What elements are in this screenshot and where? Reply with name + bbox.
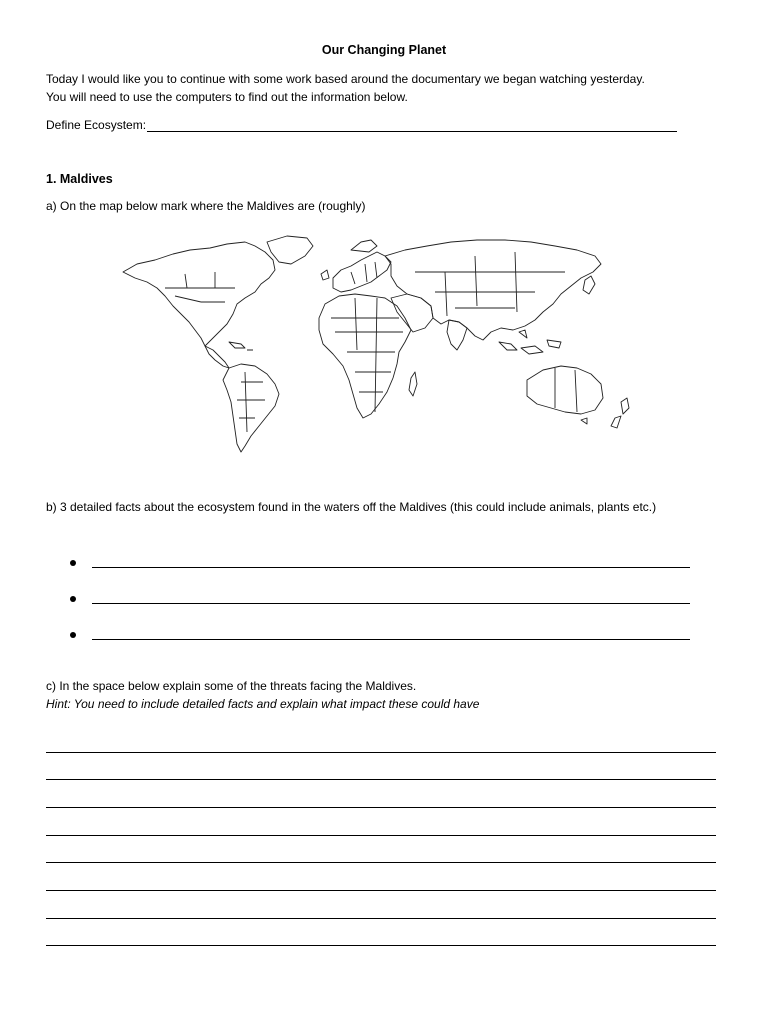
fact-answer-line[interactable] <box>92 591 690 604</box>
question-a: a) On the map below mark where the Maldives are (roughly) <box>46 199 366 213</box>
question-b: b) 3 detailed facts about the ecosystem found in the waters off the Maldives (this could include animals, plants etc.) <box>46 500 657 514</box>
page-title: Our Changing Planet <box>321 43 447 57</box>
question-c: c) In the space below explain some of the threats facing the Maldives. <box>46 679 417 693</box>
fact-bullet-2 <box>70 591 690 604</box>
world-map-icon[interactable] <box>115 232 645 454</box>
answer-line[interactable] <box>46 945 716 946</box>
answer-line[interactable] <box>46 835 716 836</box>
world-map-outline <box>115 232 645 454</box>
define-ecosystem-answer-line[interactable] <box>147 119 677 132</box>
section-heading-maldives: 1. Maldives <box>46 172 113 186</box>
define-ecosystem-label: Define Ecosystem: <box>46 118 147 132</box>
fact-answer-line[interactable] <box>92 555 690 568</box>
intro-text-line-2: You will need to use the computers to find out the information below. <box>46 90 408 104</box>
intro-text-line-1: Today I would like you to continue with some work based around the documentary we began watching yesterday. <box>46 72 645 86</box>
fact-answer-line[interactable] <box>92 627 690 640</box>
fact-bullet-3 <box>70 627 690 640</box>
answer-line[interactable] <box>46 807 716 808</box>
hint-text: Hint: You need to include detailed facts and explain what impact these could have <box>46 697 480 711</box>
answer-line[interactable] <box>46 752 716 753</box>
bullet-icon <box>70 596 76 602</box>
bullet-icon <box>70 560 76 566</box>
answer-line[interactable] <box>46 918 716 919</box>
bullet-icon <box>70 632 76 638</box>
answer-line[interactable] <box>46 862 716 863</box>
fact-bullet-1 <box>70 555 690 568</box>
define-ecosystem-row <box>46 118 677 132</box>
answer-line[interactable] <box>46 890 716 891</box>
answer-line[interactable] <box>46 779 716 780</box>
